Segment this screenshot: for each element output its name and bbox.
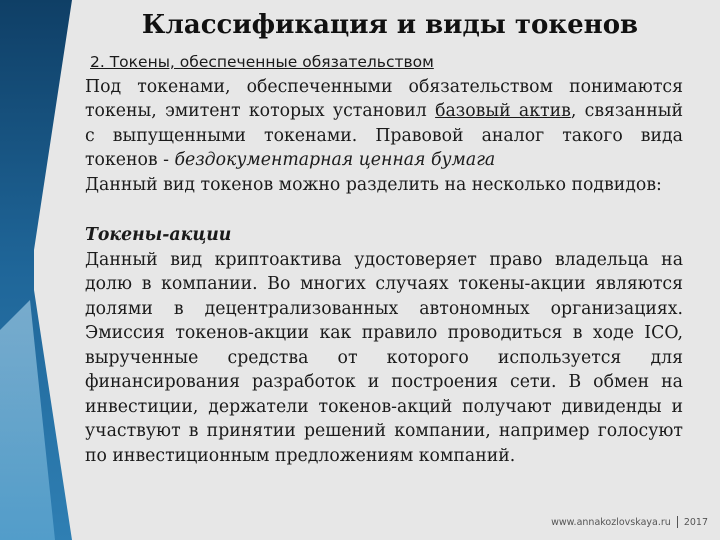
section-title: Токены-акции	[85, 225, 232, 245]
section-line: вырученные средства от которого используется для	[85, 347, 683, 368]
intro-line-2-post: , связанный	[570, 101, 683, 121]
decorative-chevron	[0, 0, 90, 540]
slide-body	[85, 50, 683, 468]
intro-line-5: Данный вид токенов можно разделить на несколько подвидов:	[85, 174, 662, 195]
footer-year: 2017	[683, 516, 708, 528]
footer-website-link[interactable]: www.annakozlovskaya.ru	[551, 516, 671, 528]
intro-line-2-pre: токены, эмитент которых установил	[85, 101, 436, 121]
intro-line-3: с выпущенными токенами. Правовой аналог такого вида	[85, 125, 683, 146]
intro-line-1: Под токенами, обеспеченными обязательством понимаются	[85, 76, 683, 97]
section-line: Данный вид криптоактива удостоверяет право владельца на	[85, 249, 683, 270]
intro-line-4	[85, 148, 683, 173]
section-line: долями в децентрализованных автономных организациях.	[85, 298, 683, 319]
legal-analog-term: бездокументарная ценная бумага	[174, 150, 496, 170]
section-line: Эмиссия токенов-акции как правило проводиться в ходе ICO,	[85, 323, 683, 343]
slide-title: Классификация и виды токенов	[141, 10, 639, 40]
base-asset-term: базовый актив	[435, 101, 571, 121]
section-last-line: по инвестиционным предложениям компаний.	[85, 445, 516, 466]
intro-line-2	[85, 99, 683, 124]
footer	[551, 516, 708, 528]
subheading: 2. Токены, обеспеченные обязательством	[90, 53, 434, 71]
section-line: долю в компании. Во многих случаях токены-акции являются	[85, 274, 683, 294]
intro-line-4-pre: токенов -	[85, 150, 175, 170]
section-line: инвестиции, держатели токенов-акций получают дивиденды и	[85, 396, 683, 417]
section-line: финансирования разработок и построения сети. В обмен на	[85, 372, 683, 392]
footer-divider	[677, 516, 678, 528]
section-line: участвуют в принятии решений компании, например голосуют	[85, 421, 683, 441]
